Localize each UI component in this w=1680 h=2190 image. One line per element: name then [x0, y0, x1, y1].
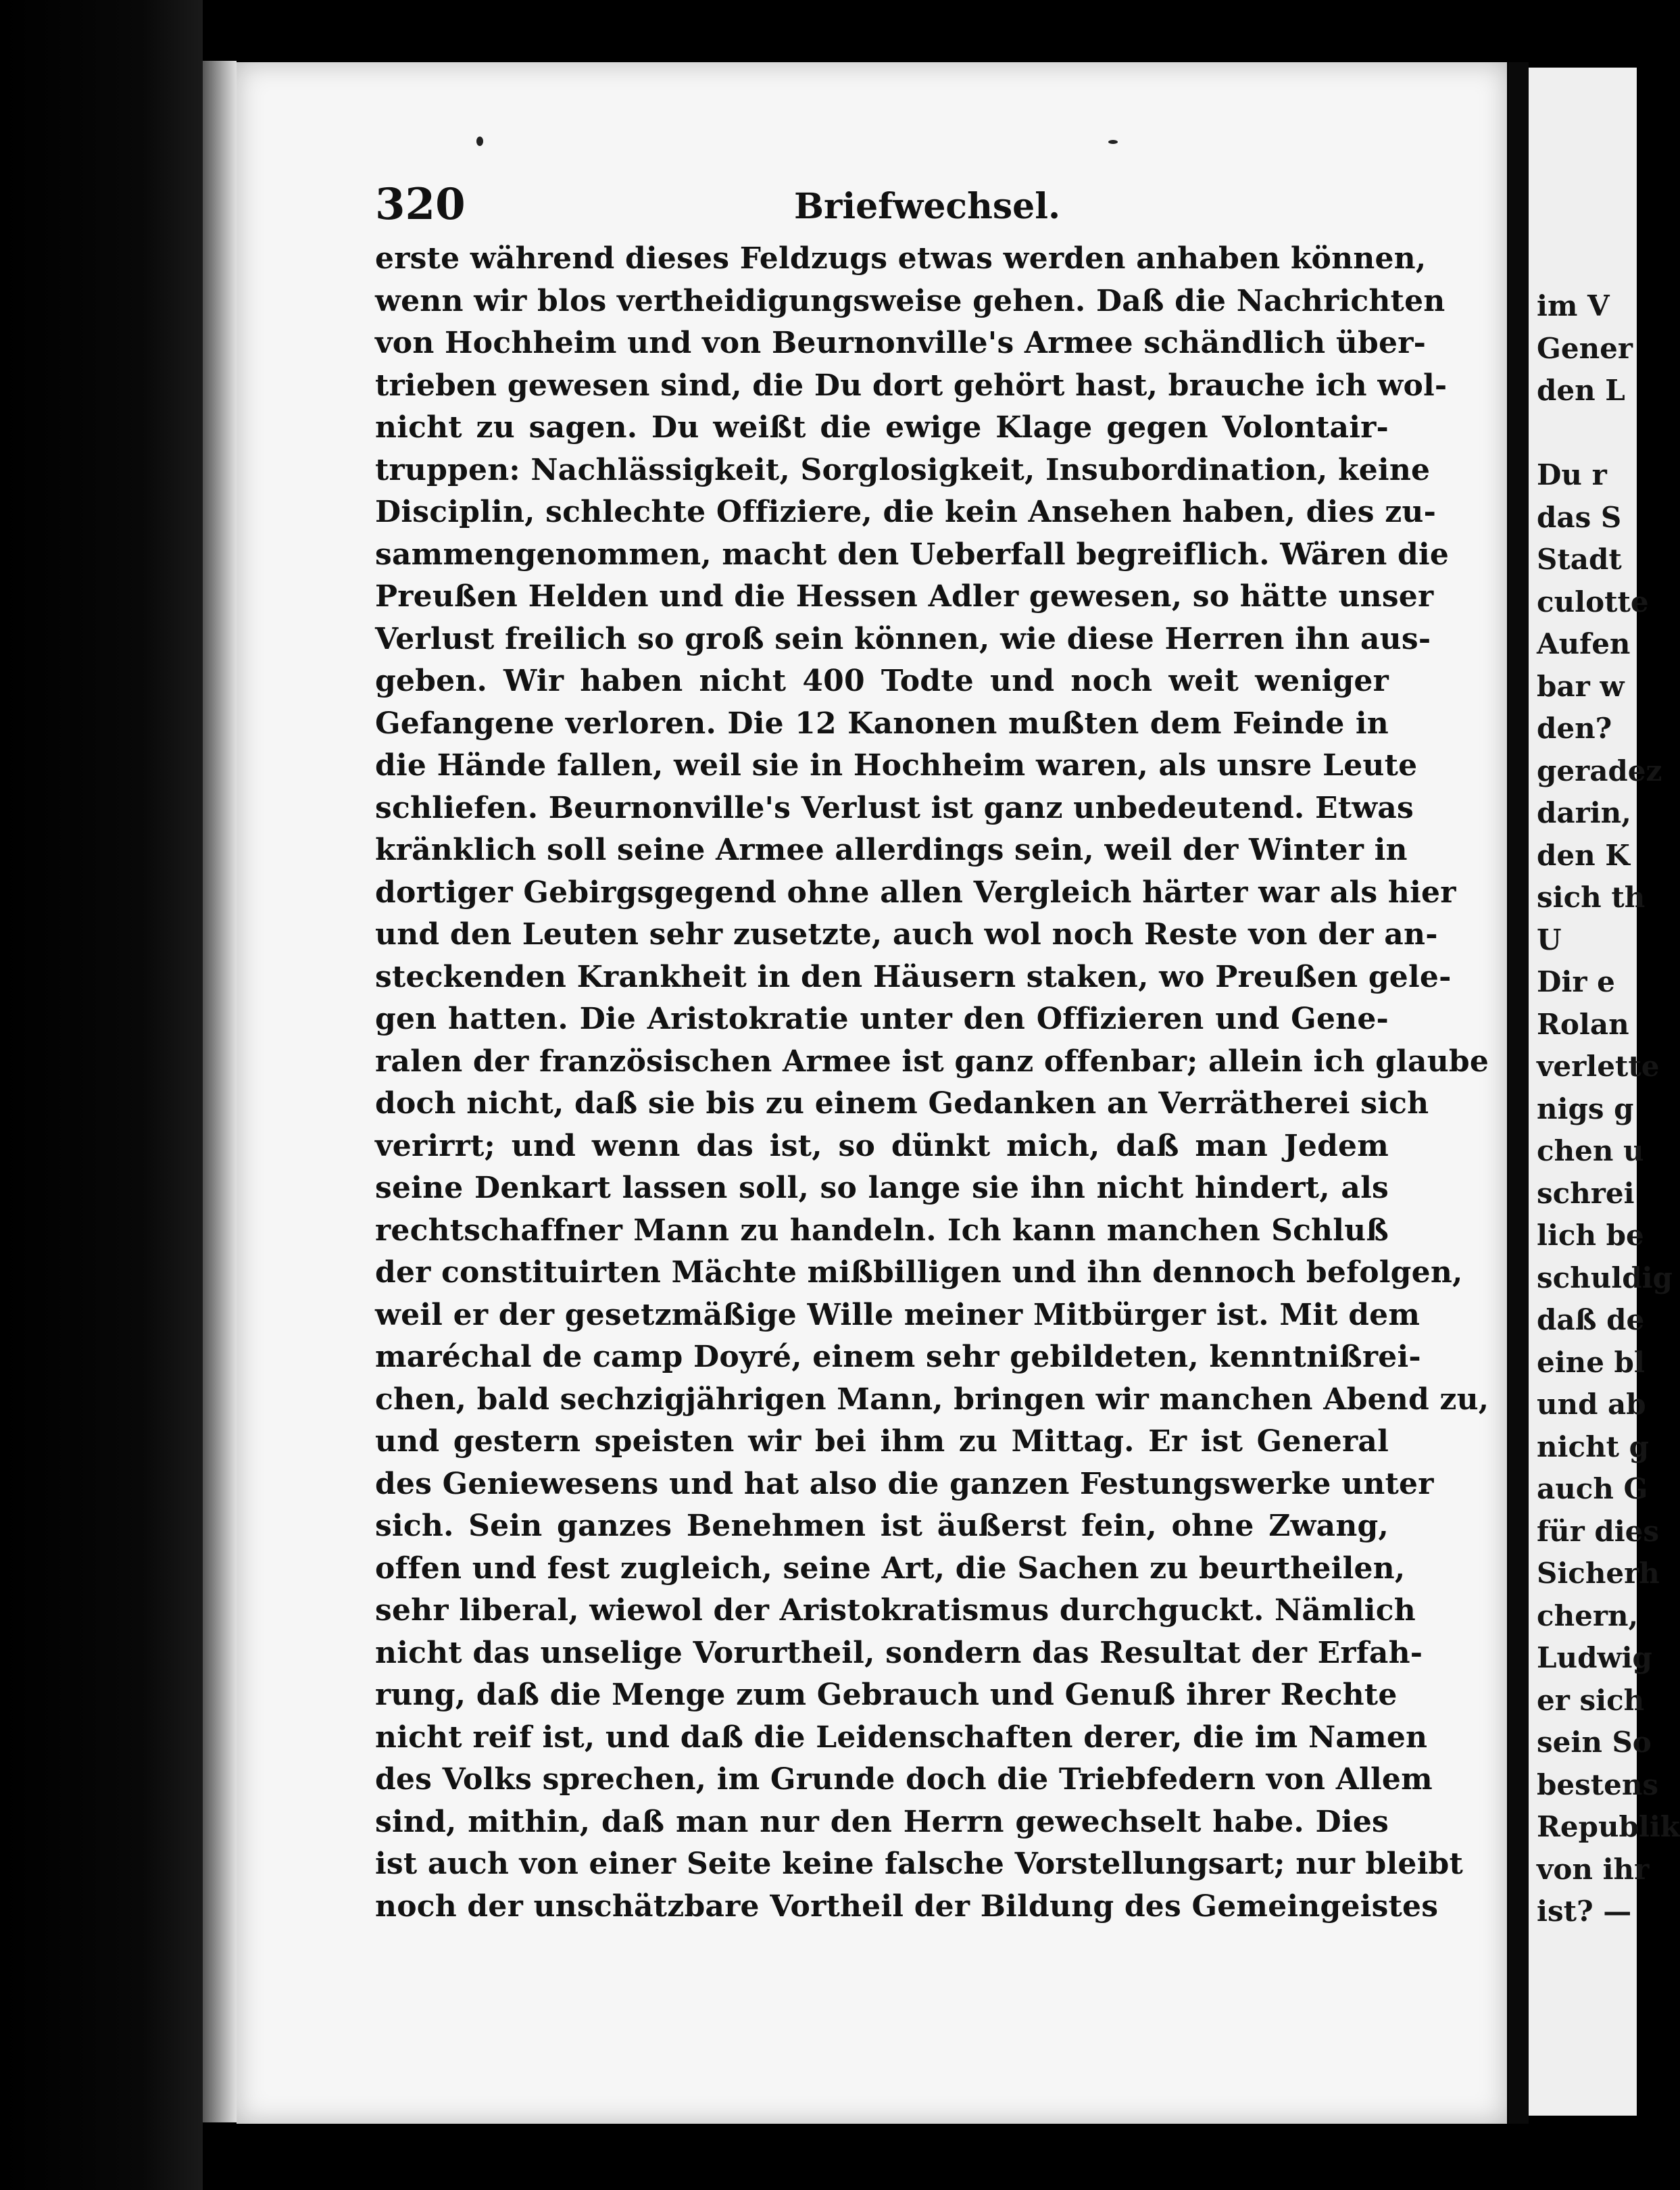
- facing-page-text: [1537, 285, 1680, 1933]
- running-head: [375, 179, 1389, 233]
- facing-text-line: und ab: [1537, 1388, 1646, 1421]
- facing-text-line: das S: [1537, 500, 1622, 534]
- facing-text-line: lich be: [1537, 1219, 1644, 1252]
- facing-text-line: darin,: [1537, 796, 1631, 829]
- scanner-dark-edge: [0, 0, 203, 2190]
- facing-text-line: nicht g: [1537, 1430, 1649, 1463]
- text-line: doch nicht, daß sie bis zu einem Gedanken an Verrätherei sich: [375, 1086, 1429, 1121]
- facing-text-line: chen u: [1537, 1134, 1644, 1167]
- text-line: offen und fest zugleich, seine Art, die Sachen zu beurtheilen,: [375, 1551, 1406, 1586]
- text-line: chen, bald sechzigjährigen Mann, bringen wir manchen Abend zu,: [375, 1382, 1489, 1417]
- page-gutter: [1508, 62, 1529, 2124]
- facing-text-line: er sich: [1537, 1683, 1645, 1717]
- ink-speck: [476, 137, 483, 146]
- facing-text-line: im V: [1537, 289, 1610, 322]
- facing-text-line: schuldig: [1537, 1261, 1673, 1294]
- facing-text-line: Aufen: [1537, 627, 1631, 660]
- facing-text-line: Dir e: [1537, 965, 1615, 998]
- facing-text-line: Gener: [1537, 331, 1633, 365]
- facing-text-line: den?: [1537, 712, 1612, 745]
- text-line: steckenden Krankheit in den Häusern staken, wo Preußen gele-: [375, 959, 1452, 994]
- text-line: des Geniewesens und hat also die ganzen Festungswerke unter: [375, 1466, 1434, 1501]
- facing-text-line: auch G: [1537, 1472, 1648, 1505]
- facing-text-line: sich th: [1537, 881, 1646, 914]
- text-line: gen hatten. Die Aristokratie unter den Offizieren und Gene-: [375, 1002, 1389, 1036]
- facing-text-line: Ludwig: [1537, 1641, 1652, 1674]
- text-line: rung, daß die Menge zum Gebrauch und Genuß ihrer Rechte: [375, 1678, 1398, 1712]
- text-line: Preußen Helden und die Hessen Adler gewesen, so hätte unser: [375, 579, 1434, 614]
- book-spine-shadow: [203, 61, 237, 2122]
- facing-text-line: Sicherh: [1537, 1557, 1660, 1590]
- text-line: schliefen. Beurnonville's Verlust ist ganz unbedeutend. Etwas: [375, 790, 1414, 825]
- text-line: sich. Sein ganzes Benehmen ist äußerst fein, ohne Zwang,: [375, 1509, 1389, 1543]
- text-line: und den Leuten sehr zusetzte, auch wol noch Reste von der an-: [375, 917, 1438, 952]
- text-line: weil er der gesetzmäßige Wille meiner Mitbürger ist. Mit dem: [375, 1297, 1420, 1332]
- ink-speck: [1108, 140, 1118, 144]
- text-line: sehr liberal, wiewol der Aristokratismus durchguckt. Nämlich: [375, 1593, 1416, 1628]
- text-line: nicht das unselige Vorurtheil, sondern das Resultat der Erfah-: [375, 1635, 1423, 1670]
- facing-page-fragment: [1529, 68, 1680, 2116]
- text-line: nicht reif ist, und daß die Leidenschaften derer, die im Namen: [375, 1720, 1428, 1755]
- facing-text-line: geradez: [1537, 754, 1662, 787]
- facing-text-line: Du r: [1537, 458, 1607, 491]
- text-line: Verlust freilich so groß sein können, wie diese Herren ihn aus-: [375, 621, 1431, 656]
- text-line: geben. Wir haben nicht 400 Todte und noch weit weniger: [375, 664, 1389, 698]
- facing-text-line: Rolan: [1537, 1007, 1629, 1041]
- facing-text-line: verlette: [1537, 1050, 1660, 1083]
- facing-text-line: den K: [1537, 838, 1630, 872]
- text-line: und gestern speisten wir bei ihm zu Mittag. Er ist General: [375, 1424, 1389, 1459]
- text-line: truppen: Nachlässigkeit, Sorglosigkeit, Insubordination, keine: [375, 452, 1431, 487]
- text-line: sammengenommen, macht den Ueberfall begreiflich. Wären die: [375, 537, 1450, 572]
- facing-text-line: sein So: [1537, 1726, 1652, 1759]
- facing-text-line: schrei: [1537, 1176, 1635, 1210]
- running-title: Briefwechsel.: [794, 186, 1061, 227]
- text-line: kränklich soll seine Armee allerdings sein, weil der Winter in: [375, 833, 1408, 867]
- text-line: Gefangene verloren. Die 12 Kanonen mußten dem Feinde in: [375, 706, 1389, 741]
- text-line: ist auch von einer Seite keine falsche Vorstellungsart; nur bleibt: [375, 1847, 1463, 1881]
- facing-text-line: daß de: [1537, 1303, 1645, 1336]
- facing-text-line: eine bl: [1537, 1345, 1645, 1379]
- facing-text-line: nigs g: [1537, 1092, 1634, 1125]
- text-line: von Hochheim und von Beurnonville's Armee schändlich über-: [375, 326, 1427, 360]
- facing-text-line: Stadt: [1537, 543, 1622, 576]
- facing-text-line: U: [1537, 923, 1562, 956]
- text-line: ralen der französischen Armee ist ganz offenbar; allein ich glaube: [375, 1044, 1489, 1079]
- text-line: wenn wir blos vertheidigungsweise gehen. Daß die Nachrichten: [375, 283, 1446, 318]
- text-line: des Volks sprechen, im Grunde doch die Triebfedern von Allem: [375, 1762, 1433, 1797]
- text-line: rechtschaffner Mann zu handeln. Ich kann manchen Schluß: [375, 1213, 1389, 1248]
- facing-text-line: bestens: [1537, 1768, 1659, 1801]
- text-line: Disciplin, schlechte Offiziere, die kein Ansehen haben, dies zu-: [375, 495, 1437, 529]
- facing-text-line: den L: [1537, 374, 1625, 407]
- page-number: 320: [375, 179, 466, 230]
- text-line: dortiger Gebirgsgegend ohne allen Vergleich härter war als hier: [375, 875, 1456, 910]
- text-line: sind, mithin, daß man nur den Herrn gewechselt habe. Dies: [375, 1804, 1389, 1839]
- facing-text-line: für dies: [1537, 1514, 1660, 1548]
- text-line: nicht zu sagen. Du weißt die ewige Klage gegen Volontair-: [375, 410, 1389, 445]
- facing-text-line: [1537, 412, 1638, 455]
- text-line: verirrt; und wenn das ist, so dünkt mich, daß man Jedem: [375, 1128, 1389, 1163]
- text-line: seine Denkart lassen soll, so lange sie ihn nicht hindert, als: [375, 1171, 1389, 1205]
- body-text: [375, 238, 1489, 1928]
- facing-text-line: ist? —: [1537, 1895, 1632, 1928]
- facing-text-line: von ihr: [1537, 1852, 1650, 1886]
- text-line: maréchal de camp Doyré, einem sehr gebildeten, kenntnißrei-: [375, 1340, 1421, 1374]
- text-line: trieben gewesen sind, die Du dort gehört hast, brauche ich wol-: [375, 368, 1448, 403]
- facing-text-line: Republik: [1537, 1810, 1680, 1843]
- facing-text-line: chern,: [1537, 1599, 1639, 1632]
- text-line: die Hände fallen, weil sie in Hochheim waren, als unsre Leute: [375, 748, 1418, 783]
- text-line: der constituirten Mächte mißbilligen und ihn dennoch befolgen,: [375, 1255, 1463, 1290]
- facing-text-line: culotte: [1537, 585, 1649, 618]
- text-line: erste während dieses Feldzugs etwas werden anhaben können,: [375, 241, 1427, 276]
- facing-text-line: bar w: [1537, 669, 1625, 703]
- text-line: noch der unschätzbare Vortheil der Bildung des Gemeingeistes: [375, 1889, 1439, 1924]
